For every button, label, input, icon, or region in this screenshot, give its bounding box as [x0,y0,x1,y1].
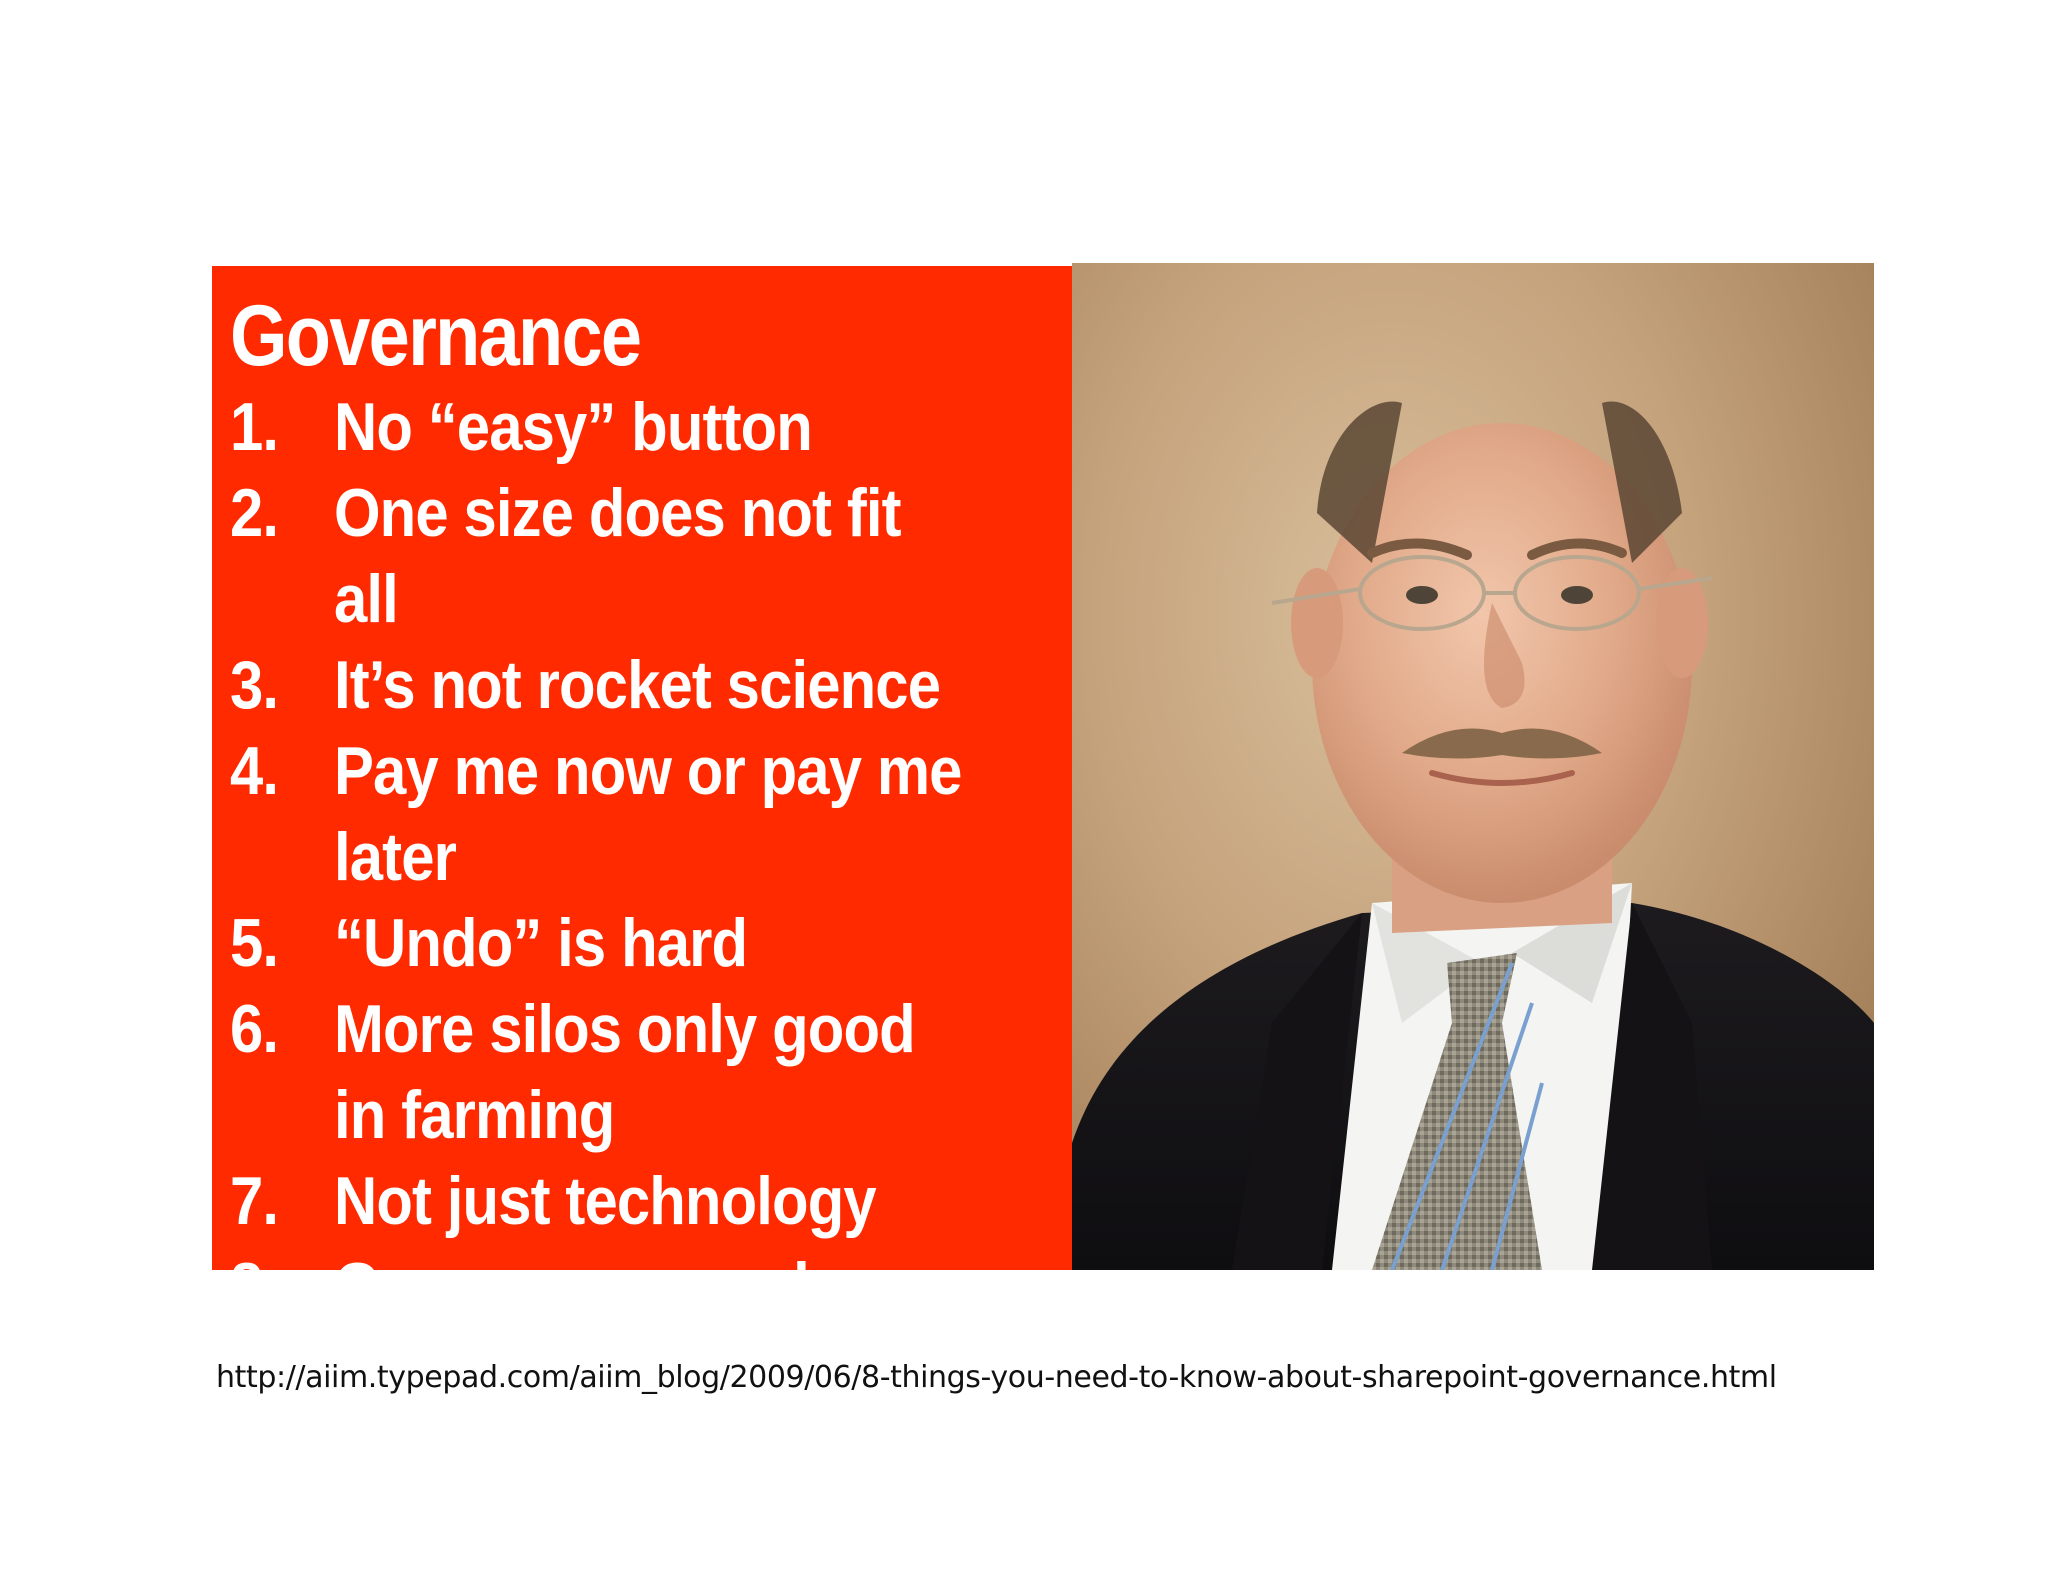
list-item-number: 8. [230,1249,279,1325]
list-item-text: No “easy” button [334,389,812,465]
list-item-text: Governance or chaos [334,1249,930,1325]
list-item [230,900,1072,986]
list-item [230,1158,1072,1244]
list-item-text: “Undo” is hard [334,905,748,981]
source-url: http://aiim.typepad.com/aiim_blog/2009/06/8-things-you-need-to-know-about-sharepoint-governance.html [216,1360,1777,1395]
list-item-number: 5. [230,905,279,981]
list-item-text: Pay me now or pay me later [334,733,962,895]
portrait-photo [1072,263,1874,1270]
list-item-number: 7. [230,1163,279,1239]
panel-title: Governance [230,288,641,384]
list-item [230,470,1072,642]
governance-panel [212,266,1072,1325]
list-item-number: 4. [230,733,279,809]
portrait-illustration [1072,263,1874,1270]
list-item [230,1244,1072,1330]
list-item-text: Not just technology [334,1163,876,1239]
list-item-number: 1. [230,389,279,465]
list-item [230,642,1072,728]
list-item-number: 2. [230,475,279,551]
list-item-text: One size does not fit all [334,475,901,637]
list-item-number: 6. [230,991,279,1067]
list-item-number: 3. [230,647,279,723]
list-item [230,384,1072,470]
list-item-text: More silos only good in farming [334,991,915,1153]
list-item [230,986,1072,1158]
list-item-text: It’s not rocket science [334,647,941,723]
list-item [230,728,1072,900]
governance-list [230,384,1072,1330]
